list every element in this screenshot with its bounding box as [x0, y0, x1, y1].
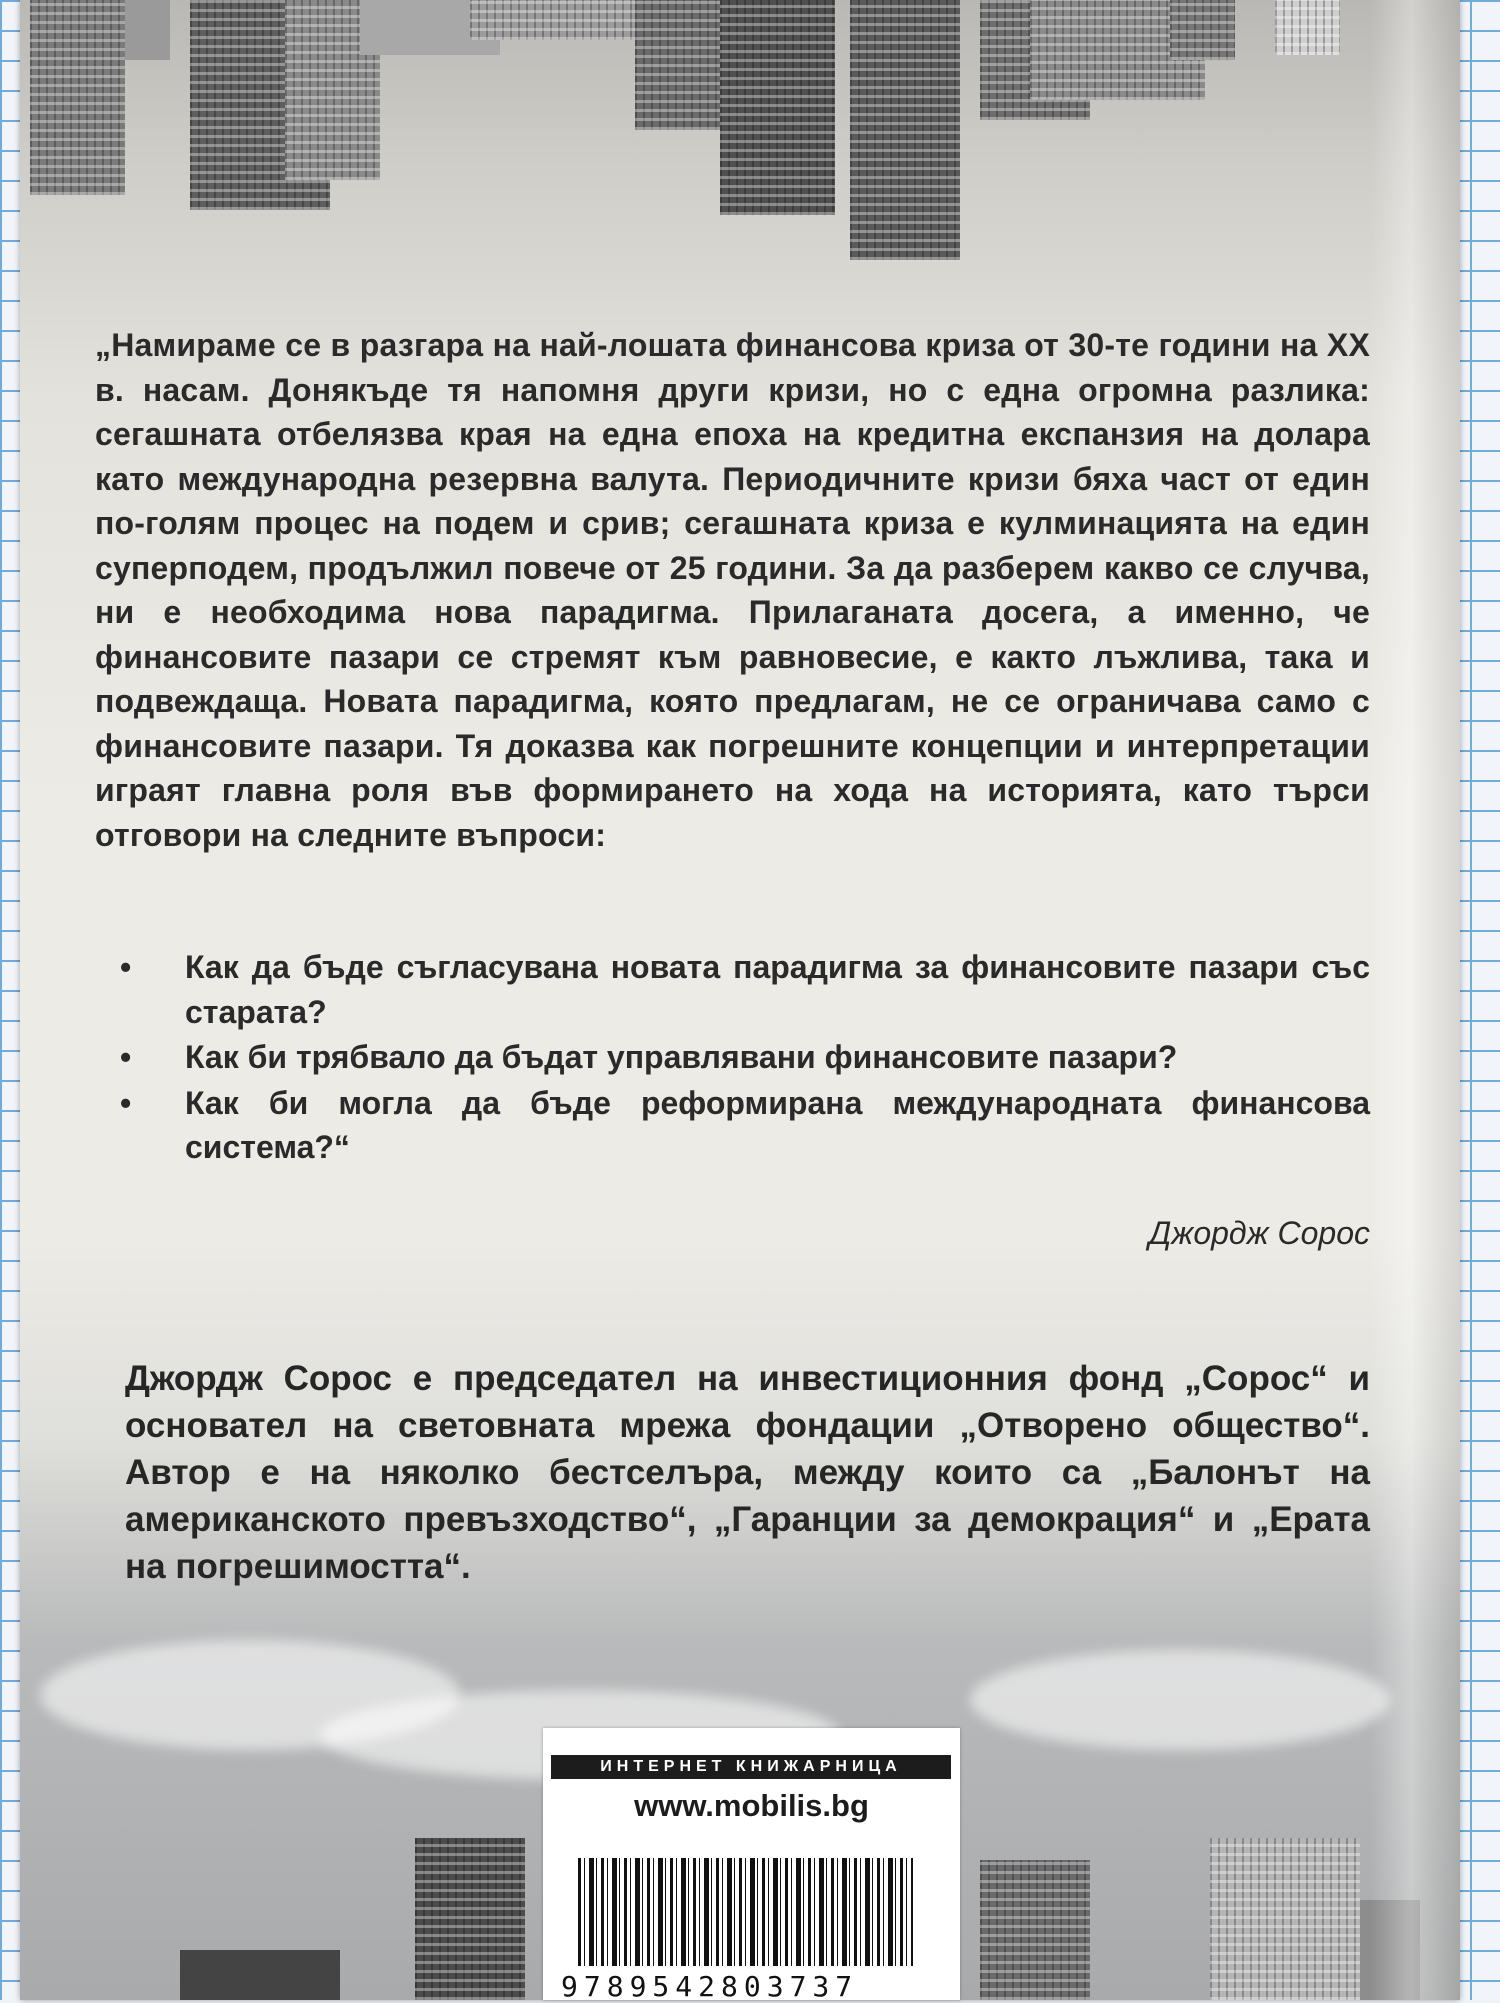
skyline-building	[720, 0, 835, 215]
store-url: www.mobilis.bg	[634, 1788, 869, 1823]
sticker-band-label: ИНТЕРНЕТ КНИЖАРНИЦА	[551, 1755, 951, 1779]
skyline-building	[125, 0, 170, 60]
skyline-building	[635, 0, 720, 130]
author-bio: Джордж Сорос е председател на инвестиционния фонд „Сорос“ и основател на световната мрежа фондации „Отворено общество“. Автор е на няколко бестселъра, между които са „Балонът на американското превъзходство“, „Гаранции за демокрация“ и „Ерата на погрешимостта“.	[125, 1359, 1370, 1586]
question-item: • Как би могла да бъде реформирана международната финансова система?“	[95, 1081, 1370, 1170]
skyline-building	[980, 1860, 1090, 2000]
skyline-building	[30, 0, 125, 195]
question-item: • Как би трябвало да бъдат управлявани финансовите пазари?	[95, 1035, 1370, 1080]
question-list	[95, 945, 1370, 1171]
skyline-building	[1275, 0, 1340, 55]
skyline-building	[415, 1838, 525, 2000]
cloud	[970, 1650, 1390, 1750]
quote-author: Джордж Сорос	[1148, 1215, 1370, 1251]
quote-paragraph: „Намираме се в разгара на най-лошата финансова криза от 30-те години на XX в. насам. Донякъде тя напомня други кризи, но с една огромна разлика: сегашната отбелязва края на една епоха на кредитна експанзия на долара като международна резервна валута. Периодичните кризи бяха част от един по-голям процес на подем и срив; сегашната криза е кулминацията на един суперподем, продължил повече от 25 години. За да разберем какво се случва, ни е необходима нова парадигма. Прилаганата досега, а именно, че финансовите пазари се стремят към равновесие, е както лъжлива, така и подвеждаща. Новата парадигма, която предлагам, не се ограничава само с финансовите пазари. Тя доказва как погрешните концепции и интерпретации играят главна роля във формирането на хода на историята, като търси отговори на следните въпроси:	[95, 327, 1370, 853]
skyline-building	[180, 1950, 340, 2000]
spine-shade	[1370, 0, 1460, 2000]
question-item: • Как да бъде съгласувана новата парадигма за финансовите пазари със старата?	[95, 945, 1370, 1034]
bookstore-sticker	[543, 1728, 960, 2003]
isbn-number: 9789542803737	[561, 1970, 859, 2003]
barcode	[578, 1858, 913, 1966]
skyline-building	[470, 0, 650, 40]
skyline-building	[1210, 1838, 1360, 2000]
skyline-building	[850, 0, 960, 260]
skyline-building	[1170, 0, 1235, 60]
